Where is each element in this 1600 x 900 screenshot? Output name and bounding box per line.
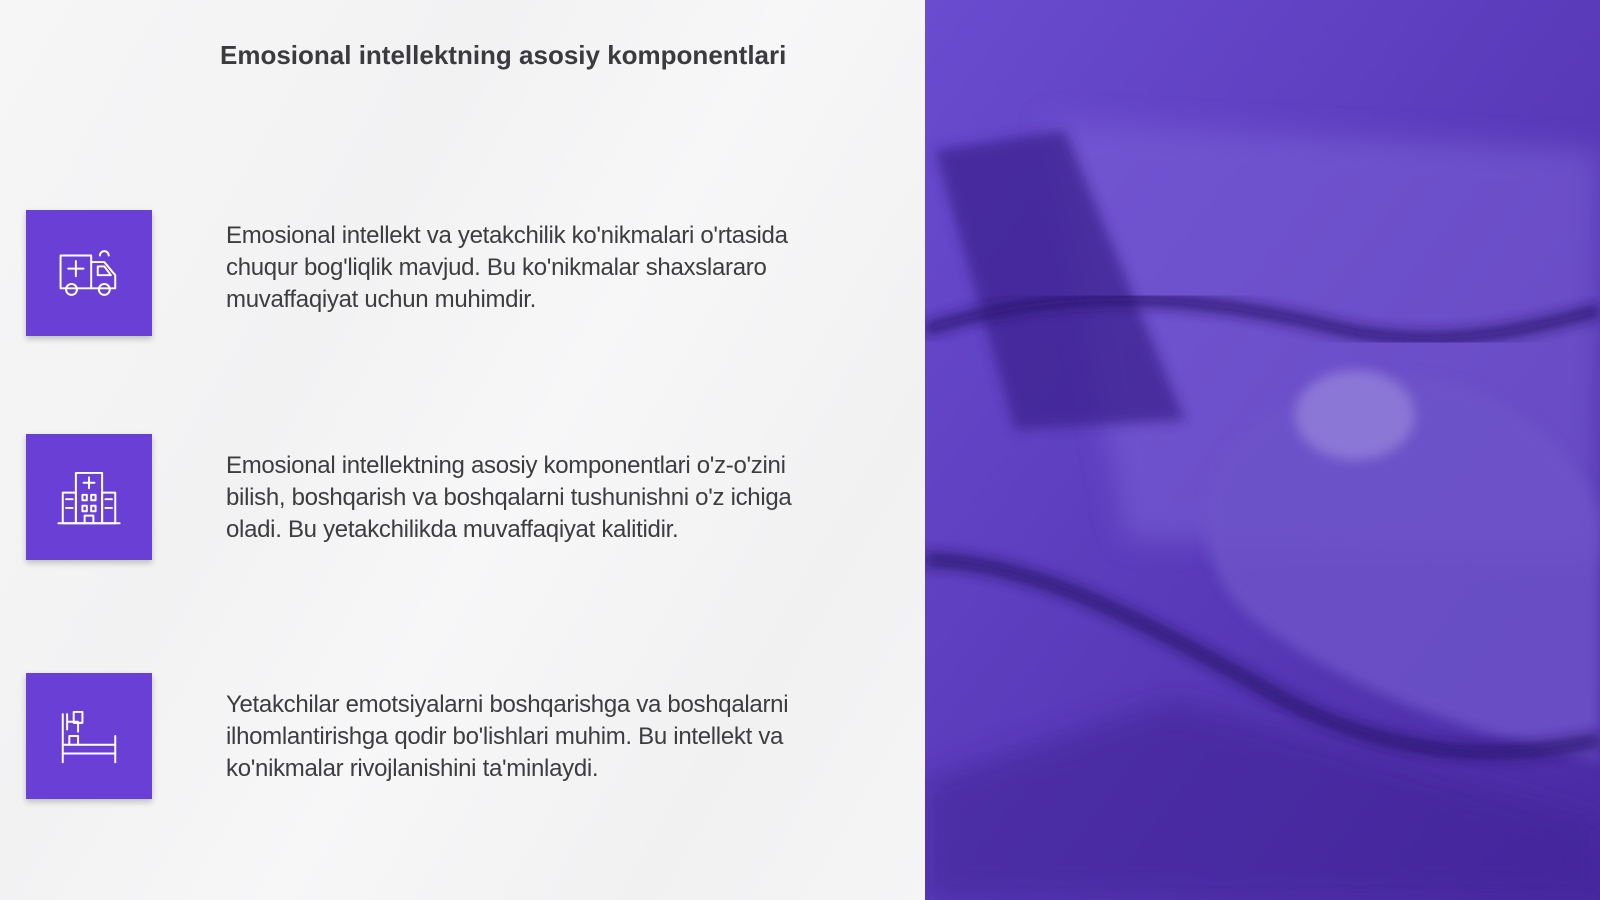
hospital-building-icon [26,434,152,560]
ambulance-icon [26,210,152,336]
item-2-text: Emosional intellektning asosiy komponentlari o'z-o'zini bilish, boshqarish va boshqalarni tushunishni o'z ichiga oladi. Bu yetakchilikda muvaffaqiyat kalitidir. [226,452,792,543]
hospital-bed-icon [26,673,152,799]
slide-title: Emosional intellektning asosiy komponentlari [220,40,787,70]
stethoscope-photo [925,0,1600,900]
photo-illustration [925,0,1600,900]
item-1-text: Emosional intellekt va yetakchilik ko'nikmalari o'rtasida chuqur bog'liqlik mavjud. Bu ko'nikmalar shaxslararo muvaffaqiyat uchun muhimdir. [226,222,788,313]
item-3-text: Yetakchilar emotsiyalarni boshqarishga va boshqalarni ilhomlantirishga qodir bo'lishlari muhim. Bu intellekt va ko'nikmalar rivojlanishini ta'minlaydi. [226,691,789,782]
